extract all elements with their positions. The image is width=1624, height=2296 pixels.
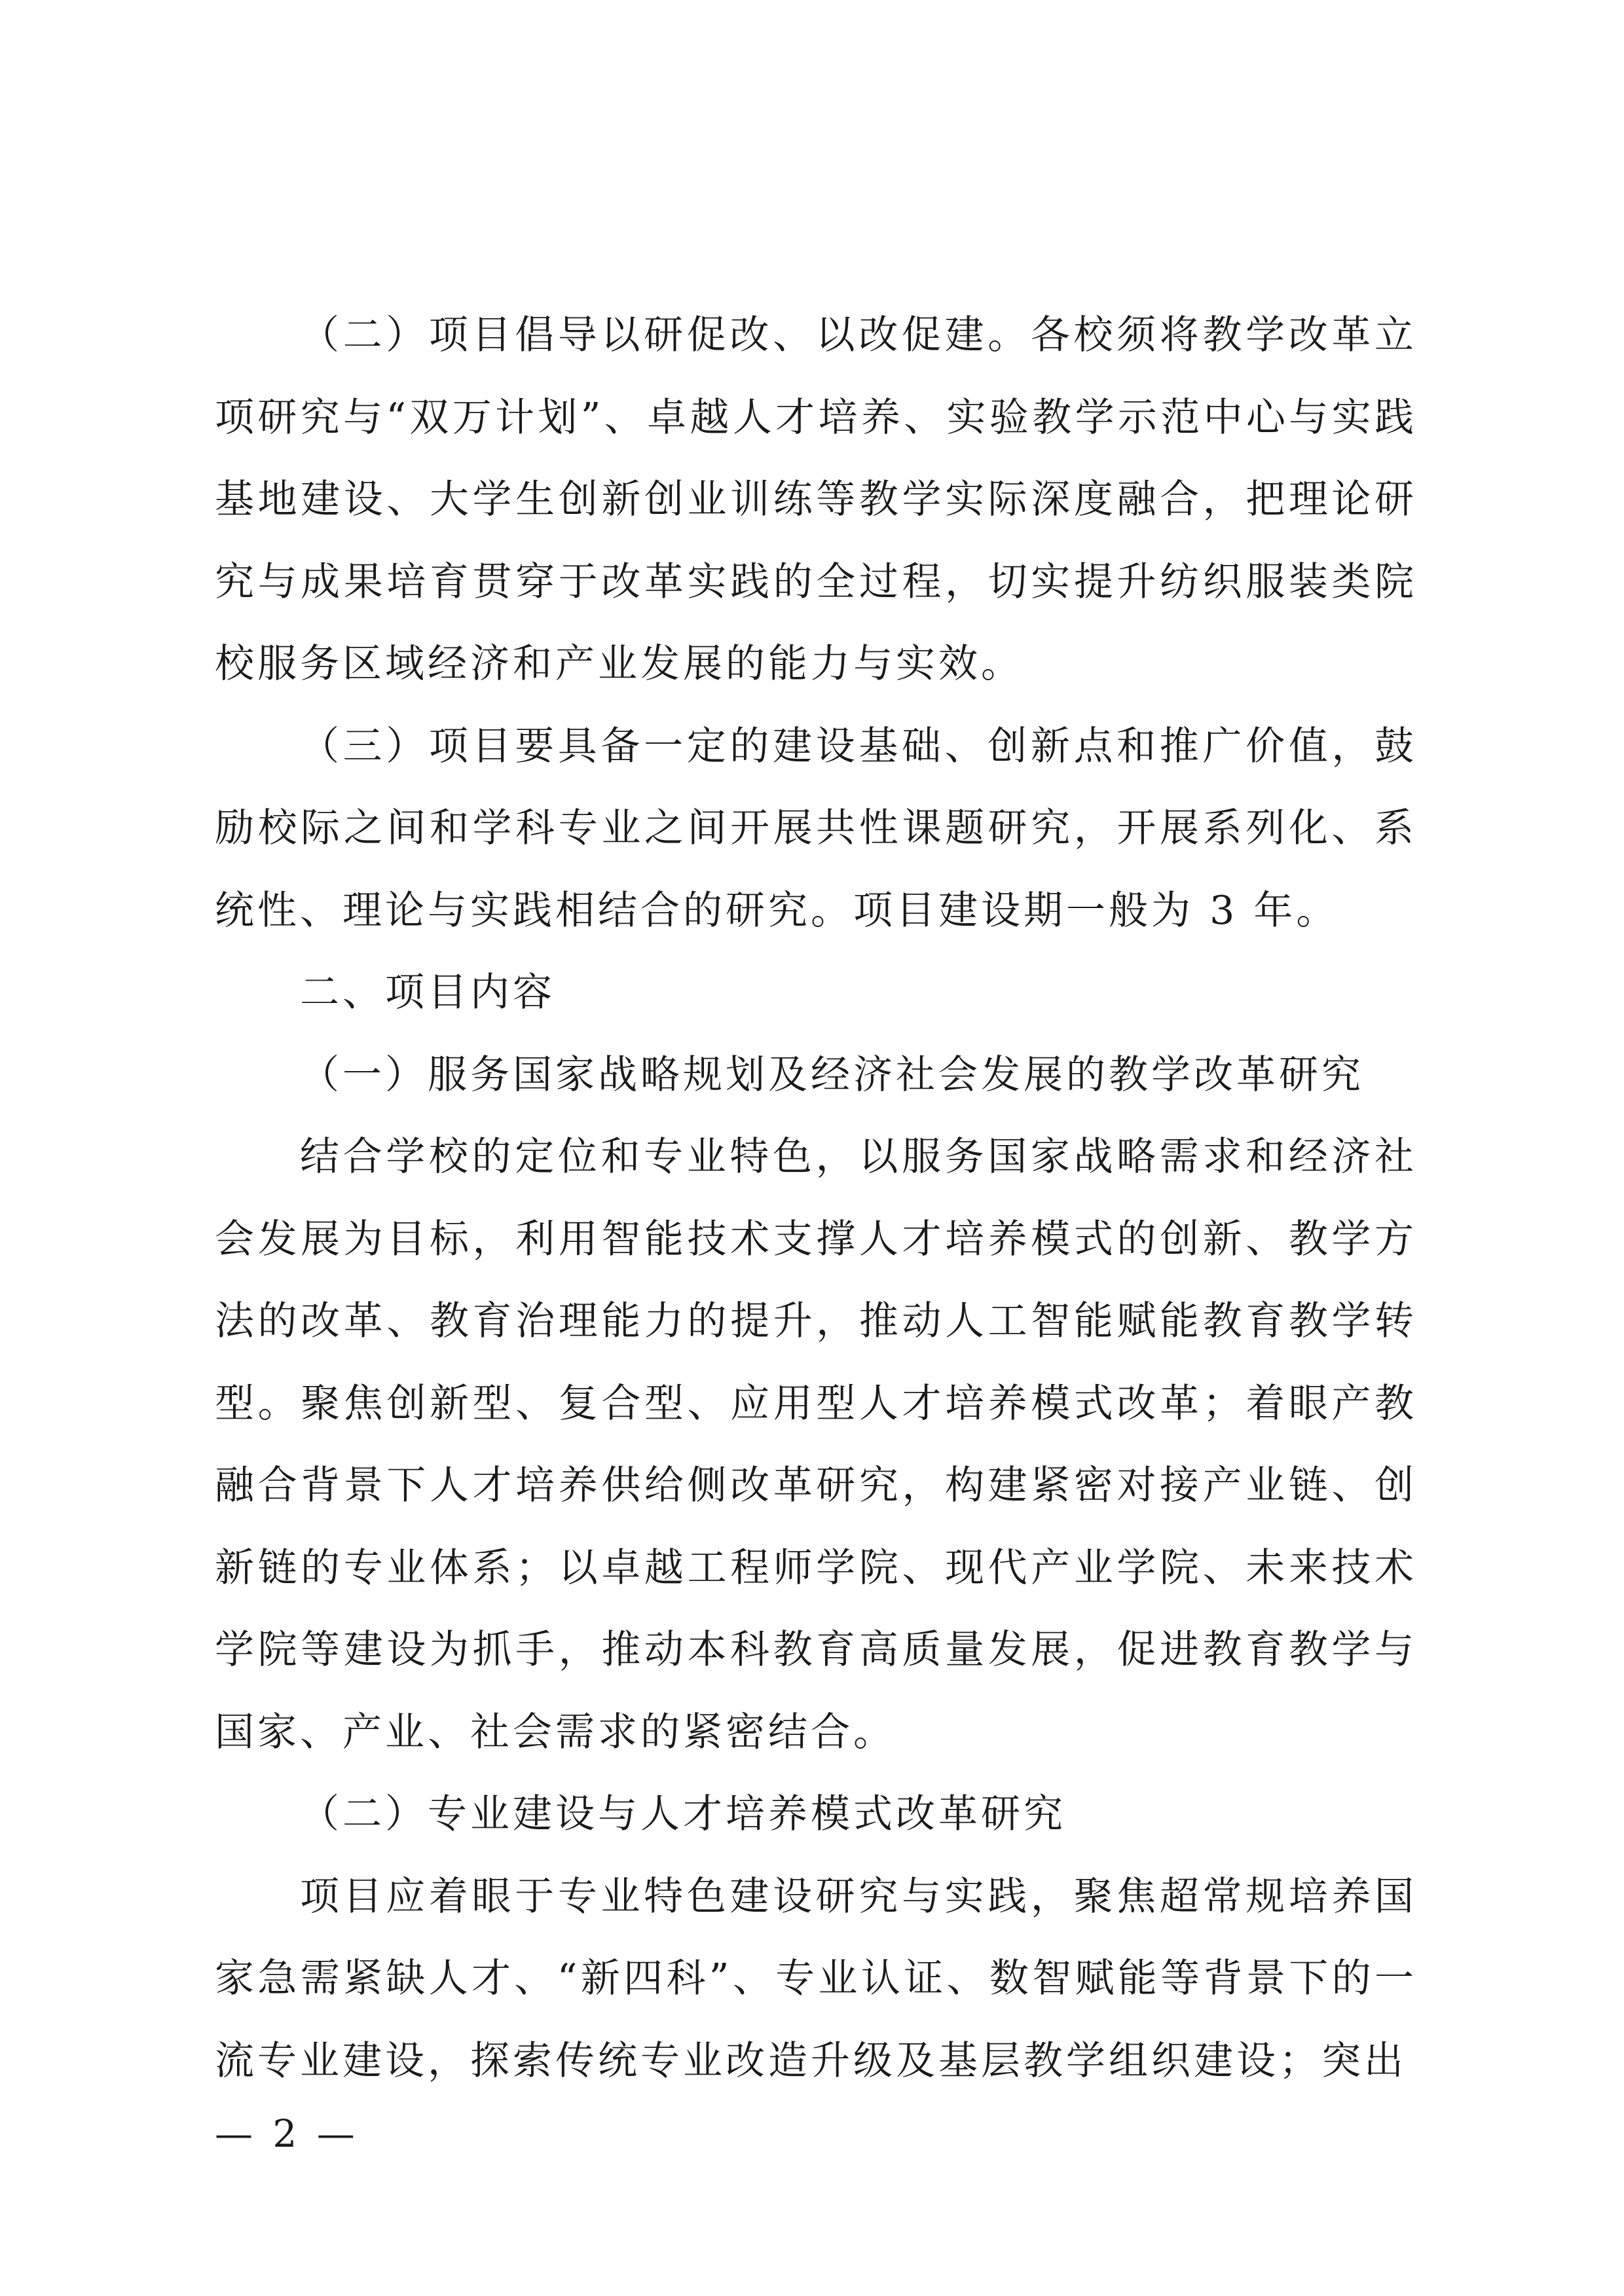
section-heading-project-content: 二、项目内容 xyxy=(300,970,555,1015)
document-body xyxy=(215,295,1417,2102)
page-number: — 2 — xyxy=(215,2111,359,2156)
paragraph-project-principle-3: （三）项目要具备一定的建设基础、创新点和推广价值，鼓励校际之间和学科专业之间开展共性课题研究，开展系列化、系统性、理论与实践相结合的研究。项目建设期一般为 3 年。 xyxy=(215,723,1417,934)
paragraph-national-strategy: 结合学校的定位和专业特色，以服务国家战略需求和经济社会发展为目标，利用智能技术支撑人才培养模式的创新、教学方法的改革、教育治理能力的提升，推动人工智能赋能教育教学转型。聚焦创新型、复合型、应用型人才培养模式改革；着眼产教融合背景下人才培养供给侧改革研究，构建紧密对接产业链、创新链的专业体系；以卓越工程师学院、现代产业学院、未来技术学院等建设为抓手，推动本科教育高质量发展，促进教育教学与国家、产业、社会需求的紧密结合。 xyxy=(215,1134,1417,1755)
subheading-national-strategy: （一）服务国家战略规划及经济社会发展的教学改革研究 xyxy=(300,1051,1364,1098)
subheading-major-construction: （二）专业建设与人才培养模式改革研究 xyxy=(300,1791,1066,1837)
paragraph-major-construction: 项目应着眼于专业特色建设研究与实践，聚焦超常规培养国家急需紧缺人才、“新四科”、专业认证、数智赋能等背景下的一流专业建设，探索传统专业改造升级及基层教学组织建设；突出 xyxy=(215,1873,1417,2084)
paragraph-project-principle-2: （二）项目倡导以研促改、以改促建。各校须将教学改革立项研究与“双万计划”、卓越人才培养、实验教学示范中心与实践基地建设、大学生创新创业训练等教学实际深度融合，把理论研究与成果培育贯穿于改革实践的全过程，切实提升纺织服装类院校服务区域经济和产业发展的能力与实效。 xyxy=(215,312,1417,687)
